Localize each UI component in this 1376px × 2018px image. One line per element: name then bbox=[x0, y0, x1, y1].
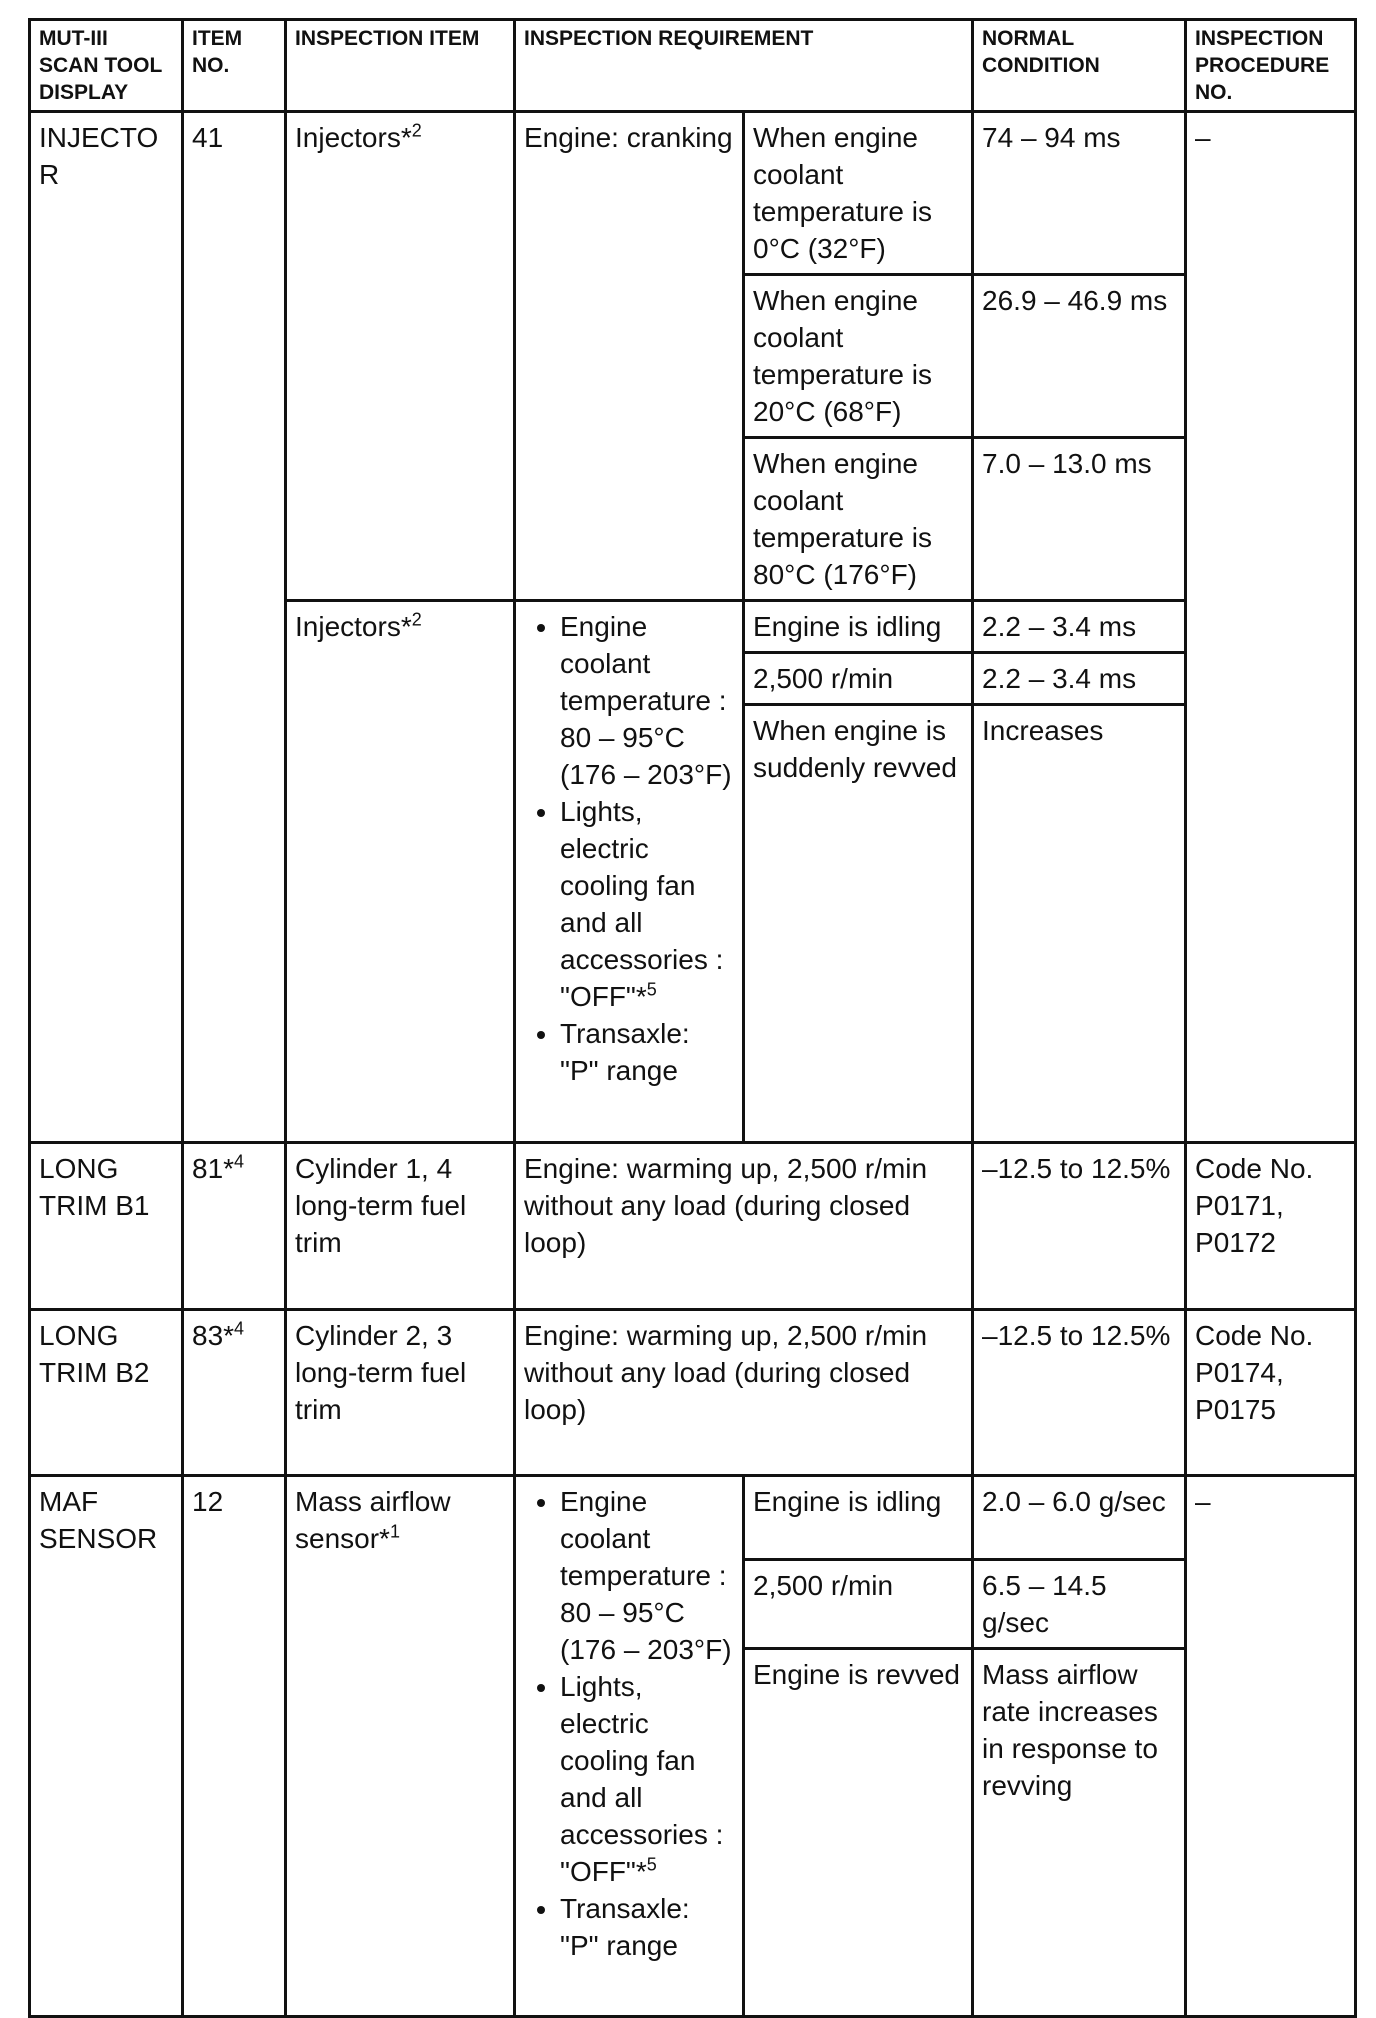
list-item bbox=[560, 1668, 734, 1890]
list-item bbox=[560, 1483, 734, 1668]
maf-normal-2: Mass airflow rate increases in response to revving bbox=[973, 1649, 1186, 2017]
maf-item-no: 12 bbox=[183, 1476, 286, 2017]
list-item bbox=[560, 1015, 734, 1089]
injector-item-a-sup: 2 bbox=[411, 120, 422, 141]
injector-b-bullet-2: Transaxle: "P" range bbox=[560, 1018, 690, 1086]
injector-display: INJECTO R bbox=[30, 112, 183, 1143]
long-trim-b2-item-no-sup: 4 bbox=[234, 1318, 245, 1339]
long-trim-b2-display: LONG TRIM B2 bbox=[30, 1310, 183, 1476]
injector-a-cond-0: When engine coolant temperature is 0°C (32°F) bbox=[744, 112, 973, 275]
list-item bbox=[560, 608, 734, 793]
injector-b-bullets bbox=[524, 608, 734, 1089]
long-trim-b1-item-no bbox=[183, 1143, 286, 1310]
table-row bbox=[30, 112, 1356, 275]
injector-b-normal-0: 2.2 – 3.4 ms bbox=[973, 601, 1186, 653]
injector-b-bullet-0: Engine coolant temperature : 80 – 95°C (176 – 203°F) bbox=[560, 611, 732, 790]
maf-item-text: Mass airflow sensor* bbox=[295, 1486, 451, 1554]
table-row bbox=[30, 1476, 1356, 1560]
table-row bbox=[30, 1310, 1356, 1476]
long-trim-b2-normal: –12.5 to 12.5% bbox=[973, 1310, 1186, 1476]
injector-b-cond-0: Engine is idling bbox=[744, 601, 973, 653]
long-trim-b2-procedure: Code No. P0174, P0175 bbox=[1186, 1310, 1356, 1476]
maf-normal-0: 2.0 – 6.0 g/sec bbox=[973, 1476, 1186, 1560]
inspection-table-wrapper bbox=[28, 18, 1357, 2018]
long-trim-b1-normal: –12.5 to 12.5% bbox=[973, 1143, 1186, 1310]
table-row bbox=[30, 1143, 1356, 1310]
injector-item-b bbox=[286, 601, 515, 1143]
injector-b-normal-1: 2.2 – 3.4 ms bbox=[973, 653, 1186, 705]
injector-procedure: – bbox=[1186, 112, 1356, 1143]
long-trim-b1-item: Cylinder 1, 4 long-term fuel trim bbox=[286, 1143, 515, 1310]
injector-b-normal-2: Increases bbox=[973, 705, 1186, 1143]
injector-item-b-text: Injectors* bbox=[295, 611, 412, 642]
long-trim-b2-requirement: Engine: warming up, 2,500 r/min without any load (during closed loop) bbox=[515, 1310, 973, 1476]
injector-a-normal-2: 7.0 – 13.0 ms bbox=[973, 438, 1186, 601]
maf-display: MAF SENSOR bbox=[30, 1476, 183, 2017]
header-normal-condition: NORMAL CONDITION bbox=[973, 20, 1186, 112]
inspection-table bbox=[28, 18, 1357, 2018]
maf-requirement bbox=[515, 1476, 744, 2017]
header-inspection-item: INSPECTION ITEM bbox=[286, 20, 515, 112]
maf-bullets bbox=[524, 1483, 734, 1964]
list-item bbox=[560, 1890, 734, 1964]
maf-normal-1: 6.5 – 14.5 g/sec bbox=[973, 1560, 1186, 1649]
injector-a-normal-1: 26.9 – 46.9 ms bbox=[973, 275, 1186, 438]
maf-bullet-0: Engine coolant temperature : 80 – 95°C (176 – 203°F) bbox=[560, 1486, 732, 1665]
maf-procedure: – bbox=[1186, 1476, 1356, 2017]
maf-bullet-2: Transaxle: "P" range bbox=[560, 1893, 690, 1961]
long-trim-b2-item-no-text: 83* bbox=[192, 1320, 235, 1351]
header-inspection-requirement: INSPECTION REQUIREMENT bbox=[515, 20, 973, 112]
maf-bullet-1-sup: 5 bbox=[646, 1854, 657, 1875]
maf-item-sup: 1 bbox=[389, 1521, 400, 1542]
injector-requirement-b bbox=[515, 601, 744, 1143]
header-procedure-no: INSPECTION PROCEDURE NO. bbox=[1186, 20, 1356, 112]
maf-cond-1: 2,500 r/min bbox=[744, 1560, 973, 1649]
long-trim-b1-requirement: Engine: warming up, 2,500 r/min without any load (during closed loop) bbox=[515, 1143, 973, 1310]
injector-b-cond-1: 2,500 r/min bbox=[744, 653, 973, 705]
injector-a-normal-0: 74 – 94 ms bbox=[973, 112, 1186, 275]
maf-cond-0: Engine is idling bbox=[744, 1476, 973, 1560]
maf-bullet-1: Lights, electric cooling fan and all accessories : "OFF"* bbox=[560, 1671, 724, 1887]
injector-b-bullet-1-sup: 5 bbox=[646, 979, 657, 1000]
long-trim-b1-item-no-sup: 4 bbox=[234, 1151, 245, 1172]
long-trim-b2-item-no bbox=[183, 1310, 286, 1476]
maf-cond-2: Engine is revved bbox=[744, 1649, 973, 2017]
injector-a-cond-2: When engine coolant temperature is 80°C (176°F) bbox=[744, 438, 973, 601]
maf-item bbox=[286, 1476, 515, 2017]
long-trim-b2-item: Cylinder 2, 3 long-term fuel trim bbox=[286, 1310, 515, 1476]
header-item-no: ITEM NO. bbox=[183, 20, 286, 112]
long-trim-b1-display: LONG TRIM B1 bbox=[30, 1143, 183, 1310]
injector-item-a-text: Injectors* bbox=[295, 122, 412, 153]
injector-item-no: 41 bbox=[183, 112, 286, 1143]
header-row bbox=[30, 20, 1356, 112]
long-trim-b1-item-no-text: 81* bbox=[192, 1153, 235, 1184]
list-item bbox=[560, 793, 734, 1015]
injector-a-cond-1: When engine coolant temperature is 20°C (68°F) bbox=[744, 275, 973, 438]
injector-item-a bbox=[286, 112, 515, 601]
injector-b-cond-2: When engine is suddenly revved bbox=[744, 705, 973, 1143]
long-trim-b1-procedure: Code No. P0171, P0172 bbox=[1186, 1143, 1356, 1310]
injector-requirement-a: Engine: cranking bbox=[515, 112, 744, 601]
header-display: MUT-III SCAN TOOL DISPLAY bbox=[30, 20, 183, 112]
injector-b-bullet-1: Lights, electric cooling fan and all accessories : "OFF"* bbox=[560, 796, 724, 1012]
injector-item-b-sup: 2 bbox=[411, 609, 422, 630]
